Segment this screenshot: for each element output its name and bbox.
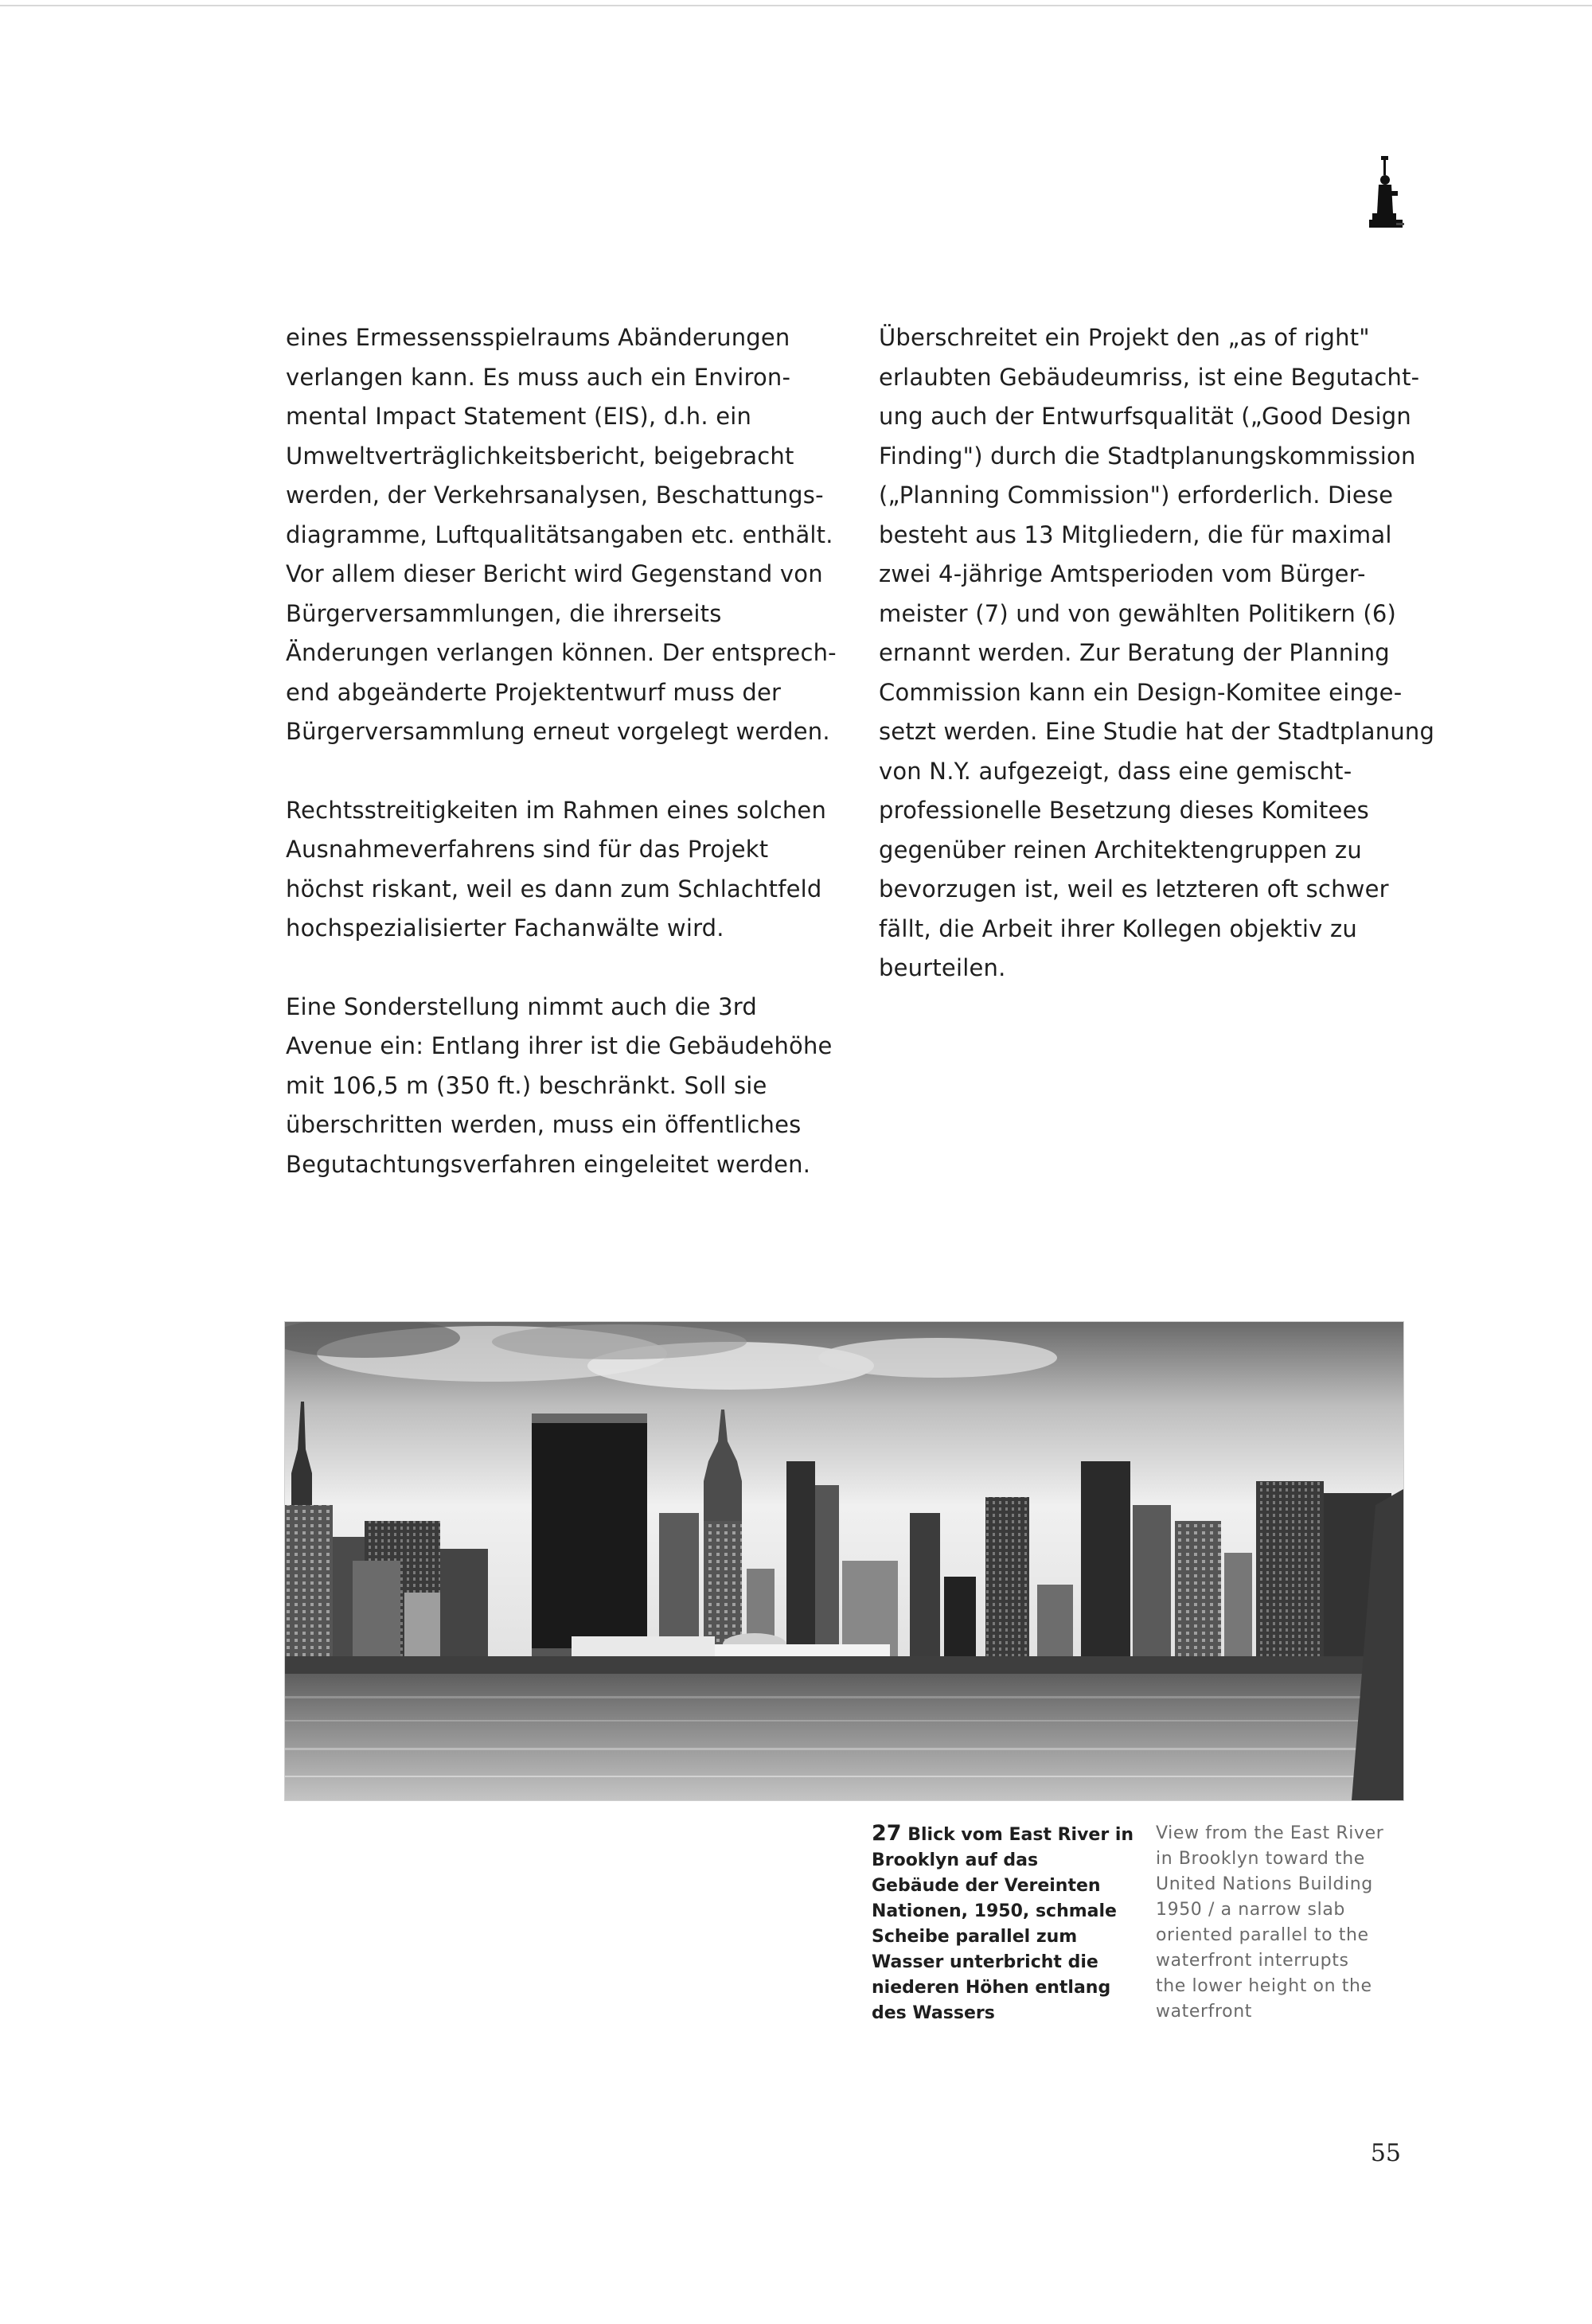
text-line: werden, der Verkehrsanalysen, Beschattungs- <box>286 482 824 509</box>
text-line: meister (7) und von gewählten Politikern (6) <box>879 599 1397 627</box>
text-line: setzt werden. Eine Studie hat der Stadtplanung <box>879 718 1435 745</box>
text-line: Ausnahmeverfahrens sind für das Projekt <box>286 836 769 863</box>
figure-caption-english <box>1156 1821 1411 2025</box>
text-line: ernannt werden. Zur Beratung der Planning <box>879 639 1390 666</box>
text-line: Änderungen verlangen können. Der entsprech- <box>286 639 837 666</box>
text-line: mental Impact Statement (EIS), d.h. ein <box>286 403 752 430</box>
paragraph <box>879 318 1435 988</box>
paragraph <box>286 791 835 949</box>
top-rule <box>0 5 1592 6</box>
text-line: („Planning Commission") erforderlich. Diese <box>879 482 1394 509</box>
text-line: gegenüber reinen Architektengruppen zu <box>879 836 1362 864</box>
text-line: Bürgerversammlungen, die ihrerseits <box>286 599 722 627</box>
text-line: beurteilen. <box>879 954 1006 981</box>
left-text-column <box>286 318 835 1223</box>
caption-line: the lower height on the <box>1156 1976 1372 1996</box>
caption-line: waterfront interrupts <box>1156 1951 1349 1971</box>
paragraph <box>286 318 835 752</box>
skyline-photo <box>284 1321 1404 1801</box>
text-line: end abgeänderte Projektentwurf muss der <box>286 678 782 706</box>
figure-caption-german <box>872 1821 1134 2026</box>
caption-line: waterfront <box>1156 2002 1253 2022</box>
caption-line: United Nations Building <box>1156 1874 1373 1894</box>
caption-line: in Brooklyn toward the <box>1156 1849 1365 1869</box>
text-line: Bürgerversammlung erneut vorgelegt werden. <box>286 718 830 745</box>
text-line: eines Ermessensspielraums Abänderungen <box>286 324 790 351</box>
caption-line: oriented parallel to the <box>1156 1925 1369 1945</box>
right-text-column <box>879 318 1435 1027</box>
caption-line: niederen Höhen entlang <box>872 1978 1111 1998</box>
text-line: verlangen kann. Es muss auch ein Environ- <box>286 363 791 391</box>
caption-line: Nationen, 1950, schmale <box>872 1901 1117 1921</box>
text-line: besteht aus 13 Mitgliedern, die für maximal <box>879 521 1392 548</box>
text-line: Rechtsstreitigkeiten im Rahmen eines solchen <box>286 796 827 824</box>
caption-line: Brooklyn auf das <box>872 1850 1039 1870</box>
text-line: diagramme, Luftqualitätsangaben etc. enthält. <box>286 521 833 548</box>
caption-line: 1950 / a narrow slab <box>1156 1900 1345 1920</box>
caption-line: des Wassers <box>872 2003 995 2023</box>
paragraph <box>286 988 835 1185</box>
caption-line: Wasser unterbricht die <box>872 1952 1098 1972</box>
caption-line: Gebäude der Vereinten <box>872 1876 1101 1896</box>
text-line: Überschreitet ein Projekt den „as of right" <box>879 324 1370 351</box>
text-line: fällt, die Arbeit ihrer Kollegen objektiv zu <box>879 914 1357 942</box>
text-line: Avenue ein: Entlang ihrer ist die Gebäudehöhe <box>286 1032 833 1059</box>
text-line: von N.Y. aufgezeigt, dass eine gemischt- <box>879 757 1352 785</box>
text-line: Begutachtungsverfahren eingeleitet werden. <box>286 1150 811 1178</box>
text-line: professionelle Besetzung dieses Komitees <box>879 797 1369 824</box>
caption-line <box>872 1821 1134 1848</box>
page-number: 55 <box>1370 2139 1401 2167</box>
text-line: Umweltverträglichkeitsbericht, beigebracht <box>286 442 794 470</box>
caption-text: Blick vom East River in <box>907 1825 1134 1845</box>
caption-line: View from the East River <box>1156 1823 1384 1843</box>
text-line: ung auch der Entwurfsqualität („Good Design <box>879 403 1411 430</box>
text-line: erlaubten Gebäudeumriss, ist eine Begutacht- <box>879 363 1420 391</box>
text-line: zwei 4-jährige Amtsperioden vom Bürger- <box>879 560 1366 587</box>
text-line: überschritten werden, muss ein öffentliches <box>286 1111 802 1138</box>
statue-of-liberty-icon <box>1368 156 1406 232</box>
text-line: höchst riskant, weil es dann zum Schlachtfeld <box>286 875 822 903</box>
text-line: Finding") durch die Stadtplanungskommission <box>879 442 1416 470</box>
text-line: Eine Sonderstellung nimmt auch die 3rd <box>286 992 757 1020</box>
text-line: hochspezialisierter Fachanwälte wird. <box>286 914 724 942</box>
text-line: bevorzugen ist, weil es letzteren oft schwer <box>879 875 1389 903</box>
text-line: Commission kann ein Design-Komitee einge- <box>879 678 1403 706</box>
text-line: Vor allem dieser Bericht wird Gegenstand von <box>286 560 823 587</box>
text-line: mit 106,5 m (350 ft.) beschränkt. Soll sie <box>286 1071 767 1099</box>
figure-number: 27 <box>872 1821 902 1846</box>
caption-line: Scheibe parallel zum <box>872 1927 1078 1947</box>
